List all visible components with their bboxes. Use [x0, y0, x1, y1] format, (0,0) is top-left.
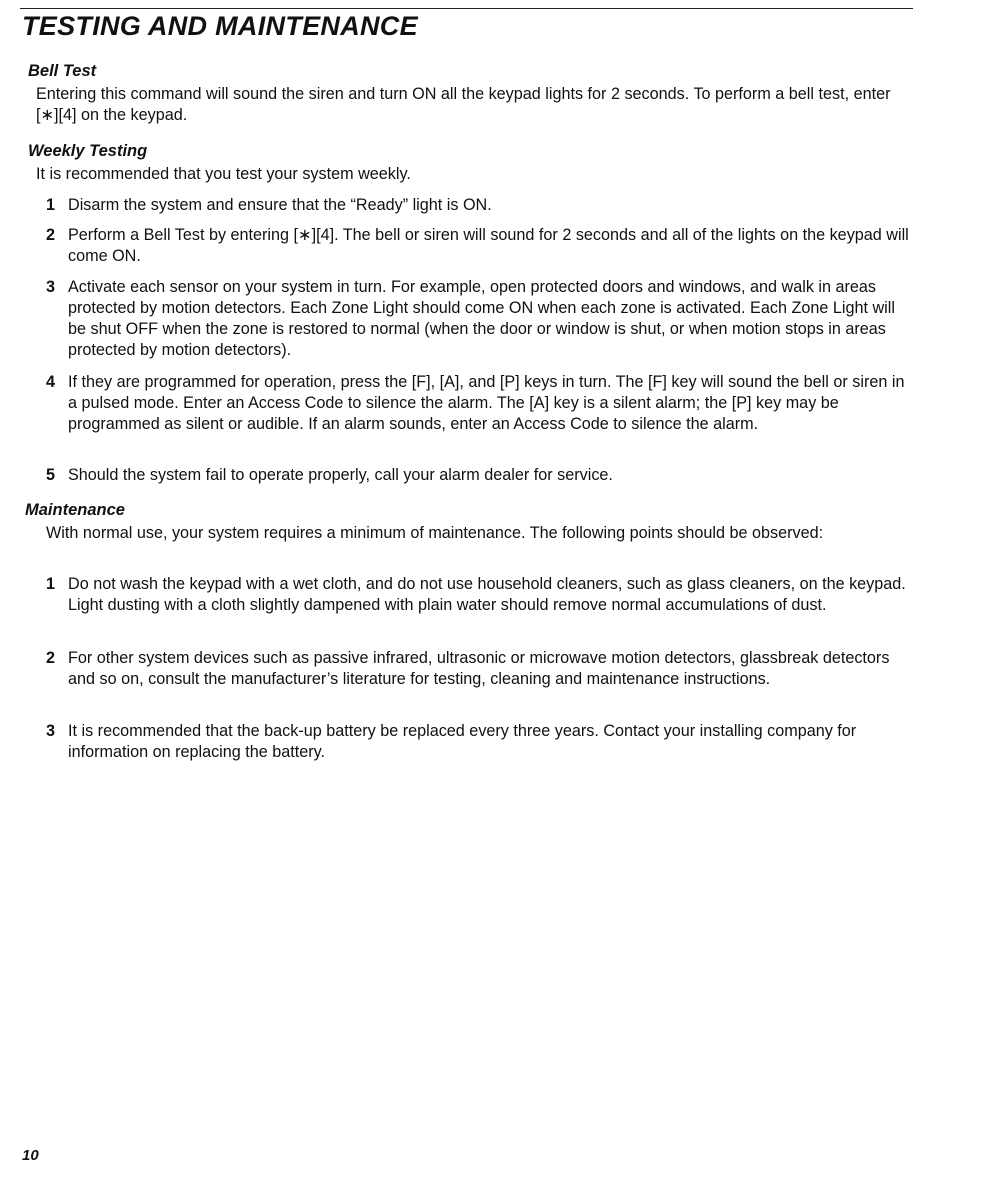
maintenance-heading: Maintenance [25, 501, 125, 519]
step-text: Perform a Bell Test by entering [∗][4]. The bell or siren will sound for 2 seconds and all of the lights on the keypad will come ON. [68, 226, 909, 265]
step-text: Do not wash the keypad with a wet cloth, and do not use household cleaners, such as glass cleaners, on the keypad. Light dusting with a cloth slightly dampened with plain water should remove normal accumulations of dust. [68, 575, 906, 614]
step-number: 4 [46, 373, 56, 391]
step-number: 2 [46, 226, 56, 244]
step-text: Should the system fail to operate properly, call your alarm dealer for service. [68, 466, 613, 484]
step-number: 1 [46, 575, 56, 593]
weekly-testing-heading: Weekly Testing [28, 142, 148, 160]
page-number: 10 [22, 1147, 39, 1164]
bell-test-text: Entering this command will sound the siren and turn ON all the keypad lights for 2 seconds. To perform a bell test, enter [∗][4] on the keypad. [36, 85, 891, 124]
step-number: 1 [46, 196, 56, 214]
bell-test-heading: Bell Test [28, 62, 97, 80]
maintenance-intro: With normal use, your system requires a minimum of maintenance. The following points should be observed: [46, 524, 824, 542]
step-number: 3 [46, 722, 56, 740]
step-text: For other system devices such as passive infrared, ultrasonic or microwave motion detectors, glassbreak detectors and so on, consult the manufacturer’s literature for testing, cleaning and maintenance instructions. [68, 649, 890, 688]
weekly-testing-intro: It is recommended that you test your system weekly. [36, 165, 411, 183]
step-number: 5 [46, 466, 56, 484]
step-text: If they are programmed for operation, press the [F], [A], and [P] keys in turn. The [F] key will sound the bell or siren in a pulsed mode. Enter an Access Code to silence the alarm. The [A] key is a silent alarm; the [P] key may be programmed as silent or audible. If an alarm sounds, enter an Access Code to silence the alarm. [68, 373, 905, 433]
step-text: Activate each sensor on your system in turn. For example, open protected doors and windows, and walk in areas protected by motion detectors. Each Zone Light should come ON when each zone is activated. Each Zone Light will be shut OFF when the zone is restored to normal (when the door or window is shut, or when motion stops in areas protected by motion detectors). [68, 278, 895, 359]
step-number: 2 [46, 649, 56, 667]
step-text: Disarm the system and ensure that the “Ready” light is ON. [68, 196, 492, 214]
page-title: TESTING AND MAINTENANCE [22, 11, 418, 41]
step-number: 3 [46, 278, 56, 296]
step-text: It is recommended that the back-up battery be replaced every three years. Contact your installing company for information on replacing the battery. [68, 722, 857, 761]
